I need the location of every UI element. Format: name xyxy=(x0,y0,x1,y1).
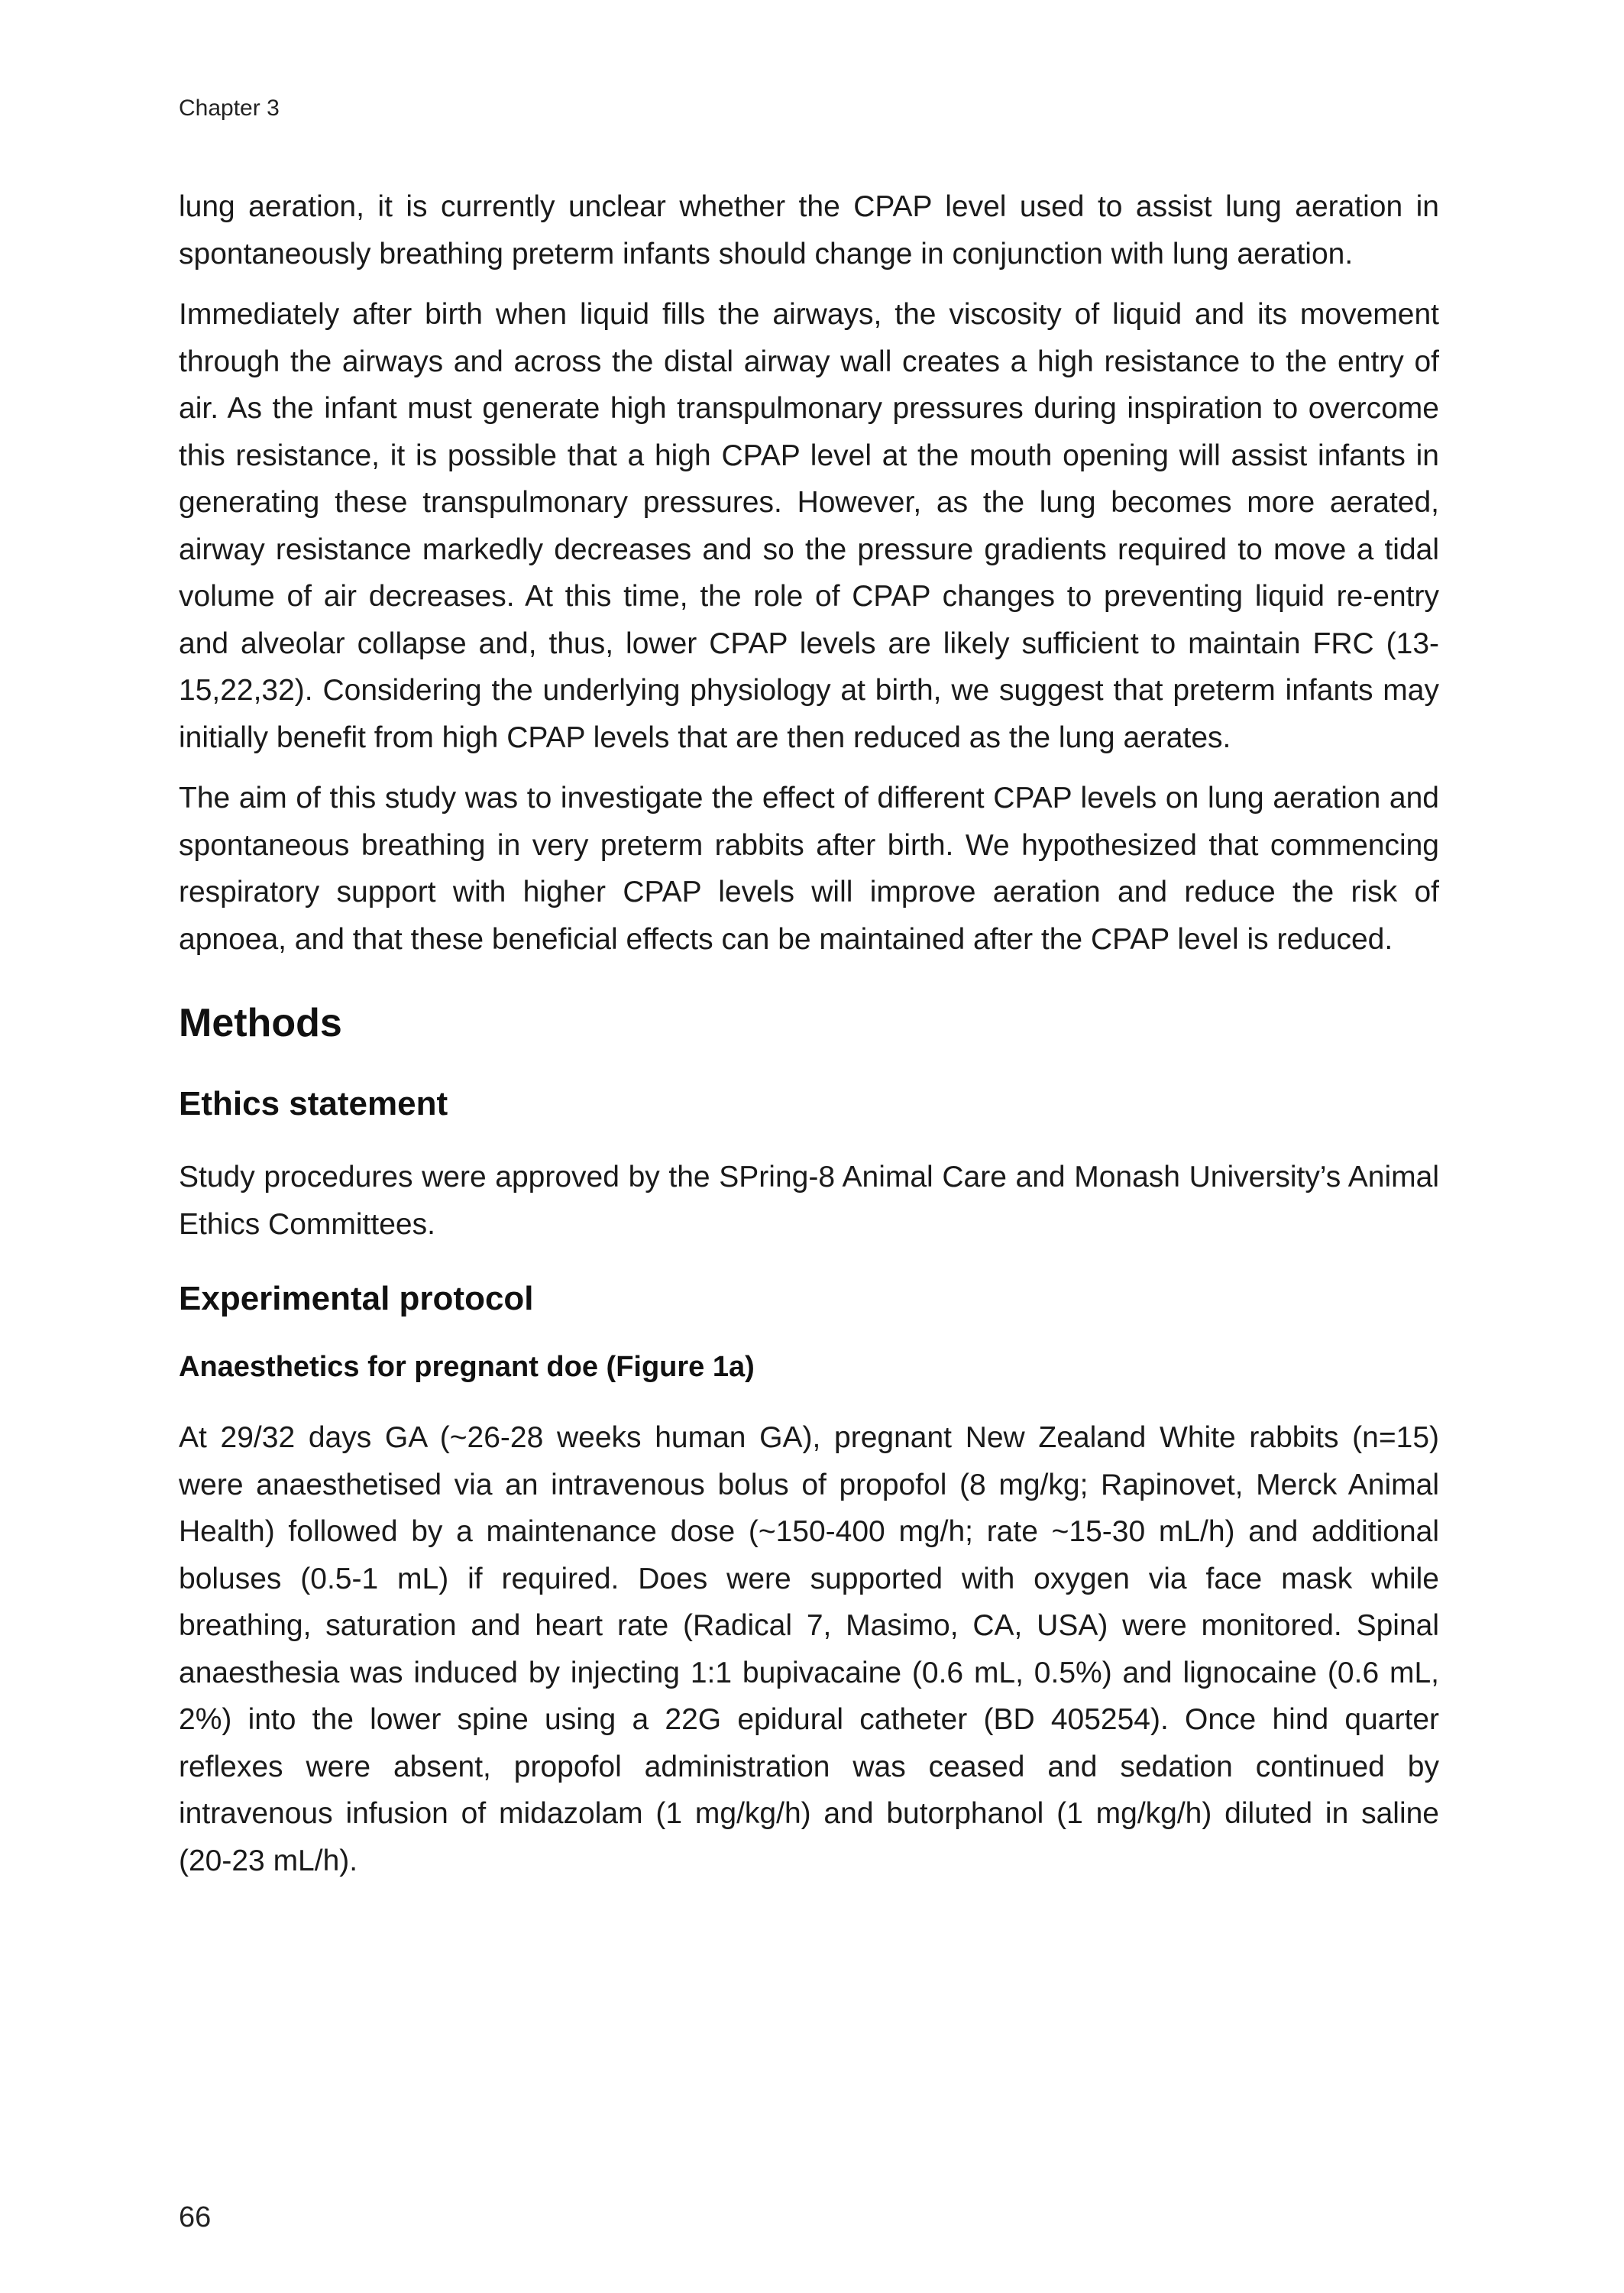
anaesthetics-paragraph: At 29/32 days GA (~26-28 weeks human GA), pregnant New Zealand White rabbits (n=15) were anaesthetised via an intravenous bolus of propofol (8 mg/kg; Rapinovet, Merck Animal Health) followed by a maintenance dose (~150-400 mg/h; rate ~15-30 mL/h) and additional boluses (0.5-1 mL) if required. Does were supported with oxygen via face mask while breathing, saturation and heart rate (Radical 7, Masimo, CA, USA) were monitored. Spinal anaesthesia was induced by injecting 1:1 bupivacaine (0.6 mL, 0.5%) and lignocaine (0.6 mL, 2%) into the lower spine using a 22G epidural catheter (BD 405254). Once hind quarter reflexes were absent, propofol administration was ceased and sedation continued by intravenous infusion of midazolam (1 mg/kg/h) and butorphanol (1 mg/kg/h) diluted in saline (20-23 mL/h). xyxy=(179,1421,1439,1877)
ethics-statement-paragraph: Study procedures were approved by the SPring-8 Animal Care and Monash University’s Animal Ethics Committees. xyxy=(179,1161,1439,1241)
experimental-protocol-heading: Experimental protocol xyxy=(179,1280,534,1317)
intro-paragraph-1: lung aeration, it is currently unclear whether the CPAP level used to assist lung aeration in spontaneously breathing preterm infants should change in conjunction with lung aeration. xyxy=(179,190,1439,270)
page-content xyxy=(179,183,1439,1884)
intro-paragraph-3: The aim of this study was to investigate the effect of different CPAP levels on lung aeration and spontaneous breathing in very preterm rabbits after birth. We hypothesized that commencing respiratory support with higher CPAP levels will improve aeration and reduce the risk of apnoea, and that these beneficial effects can be maintained after the CPAP level is reduced. xyxy=(179,782,1439,956)
running-header: Chapter 3 xyxy=(179,96,280,121)
ethics-statement-heading: Ethics statement xyxy=(179,1085,448,1122)
intro-paragraph-2: Immediately after birth when liquid fills the airways, the viscosity of liquid and its movement through the airways and across the distal airway wall creates a high resistance to the entry of air. As the infant must generate high transpulmonary pressures during inspiration to overcome this resistance, it is possible that a high CPAP level at the mouth opening will assist infants in generating these transpulmonary pressures. However, as the lung becomes more aerated, airway resistance markedly decreases and so the pressure gradients required to move a tidal volume of air decreases. At this time, the role of CPAP changes to preventing liquid re-entry and alveolar collapse and, thus, lower CPAP levels are likely sufficient to maintain FRC (13-15,22,32). Considering the underlying physiology at birth, we suggest that preterm infants may initially benefit from high CPAP levels that are then reduced as the lung aerates. xyxy=(179,298,1439,754)
page-number: 66 xyxy=(179,2201,212,2233)
anaesthetics-subheading: Anaesthetics for pregnant doe (Figure 1a) xyxy=(179,1351,755,1383)
methods-heading: Methods xyxy=(179,1001,342,1045)
